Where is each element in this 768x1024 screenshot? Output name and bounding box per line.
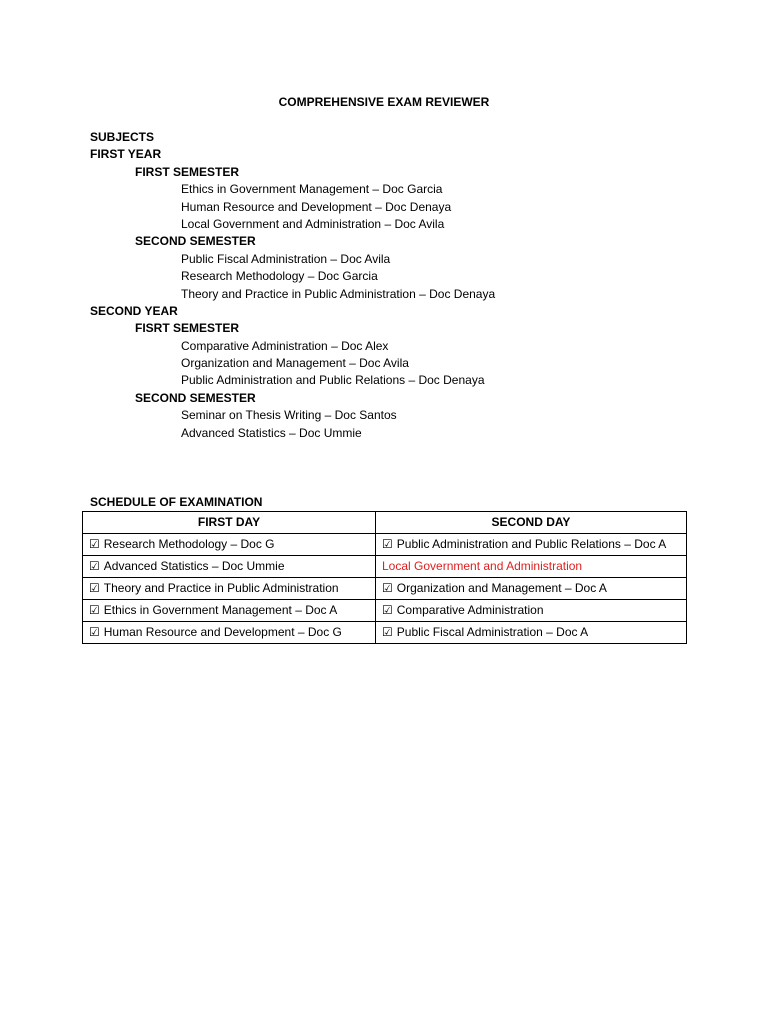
subject-item: Advanced Statistics – Doc Ummie — [181, 425, 362, 440]
subjects-outline — [90, 129, 690, 442]
exam-subject-label: Human Resource and Development – Doc G — [103, 625, 342, 639]
subject-item: Public Fiscal Administration – Doc Avila — [181, 251, 391, 266]
exam-subject-label: Theory and Practice in Public Administration — [103, 581, 339, 595]
checked-box-icon: ☑ — [89, 537, 100, 551]
subject-item: Research Methodology – Doc Garcia — [181, 269, 378, 284]
table-row — [83, 534, 687, 556]
exam-subject-label: Public Fiscal Administration – Doc A — [396, 625, 589, 639]
subject-item: Theory and Practice in Public Administration – Doc Denaya — [181, 286, 496, 301]
second-day-cell — [376, 556, 687, 578]
subject-item: Seminar on Thesis Writing – Doc Santos — [181, 408, 397, 423]
exam-subject-label: Ethics in Government Management – Doc A — [103, 603, 338, 617]
schedule-header-row — [83, 512, 687, 534]
section-heading: SUBJECTS — [90, 130, 155, 144]
semester-heading: SECOND SEMESTER — [135, 234, 256, 249]
checked-box-icon: ☑ — [382, 581, 393, 595]
column-header-second-day: SECOND DAY — [376, 512, 687, 534]
second-day-cell — [376, 534, 687, 556]
semester-heading: FIRST SEMESTER — [135, 164, 240, 179]
checked-box-icon: ☑ — [89, 603, 100, 617]
exam-subject-label: Public Administration and Public Relations – Doc A — [396, 537, 667, 551]
checked-box-icon: ☑ — [89, 559, 100, 573]
table-row — [83, 556, 687, 578]
first-day-cell — [83, 600, 376, 622]
page-title: COMPREHENSIVE EXAM REVIEWER — [278, 95, 490, 109]
column-header-first-day: FIRST DAY — [83, 512, 376, 534]
subject-item: Public Administration and Public Relations – Doc Denaya — [181, 373, 485, 388]
first-day-cell — [83, 534, 376, 556]
exam-subject-label: Local Government and Administration — [382, 559, 583, 573]
checked-box-icon: ☑ — [382, 603, 393, 617]
subject-item: Human Resource and Development – Doc Denaya — [181, 199, 452, 214]
exam-subject-label: Comparative Administration — [396, 603, 544, 617]
exam-subject-label: Organization and Management – Doc A — [396, 581, 607, 595]
first-day-cell — [83, 578, 376, 600]
schedule-table — [82, 511, 687, 644]
semester-heading: FISRT SEMESTER — [135, 321, 240, 336]
second-day-cell — [376, 600, 687, 622]
second-day-cell — [376, 622, 687, 644]
checked-box-icon: ☑ — [382, 537, 393, 551]
table-row — [83, 578, 687, 600]
subject-item: Ethics in Government Management – Doc Garcia — [181, 182, 443, 197]
checked-box-icon: ☑ — [382, 625, 393, 639]
section-heading: FIRST YEAR — [90, 147, 162, 162]
section-heading: SECOND YEAR — [90, 303, 178, 318]
exam-subject-label: Advanced Statistics – Doc Ummie — [103, 559, 285, 573]
subject-item: Local Government and Administration – Doc Avila — [181, 216, 445, 231]
checked-box-icon: ☑ — [89, 625, 100, 639]
semester-heading: SECOND SEMESTER — [135, 390, 256, 405]
second-day-cell — [376, 578, 687, 600]
subject-item: Organization and Management – Doc Avila — [181, 356, 409, 371]
exam-subject-label: Research Methodology – Doc G — [103, 537, 275, 551]
table-row — [83, 600, 687, 622]
schedule-heading: SCHEDULE OF EXAMINATION — [90, 495, 263, 509]
subject-item: Comparative Administration – Doc Alex — [181, 338, 389, 353]
checked-box-icon: ☑ — [89, 581, 100, 595]
first-day-cell — [83, 622, 376, 644]
first-day-cell — [83, 556, 376, 578]
table-row — [83, 622, 687, 644]
